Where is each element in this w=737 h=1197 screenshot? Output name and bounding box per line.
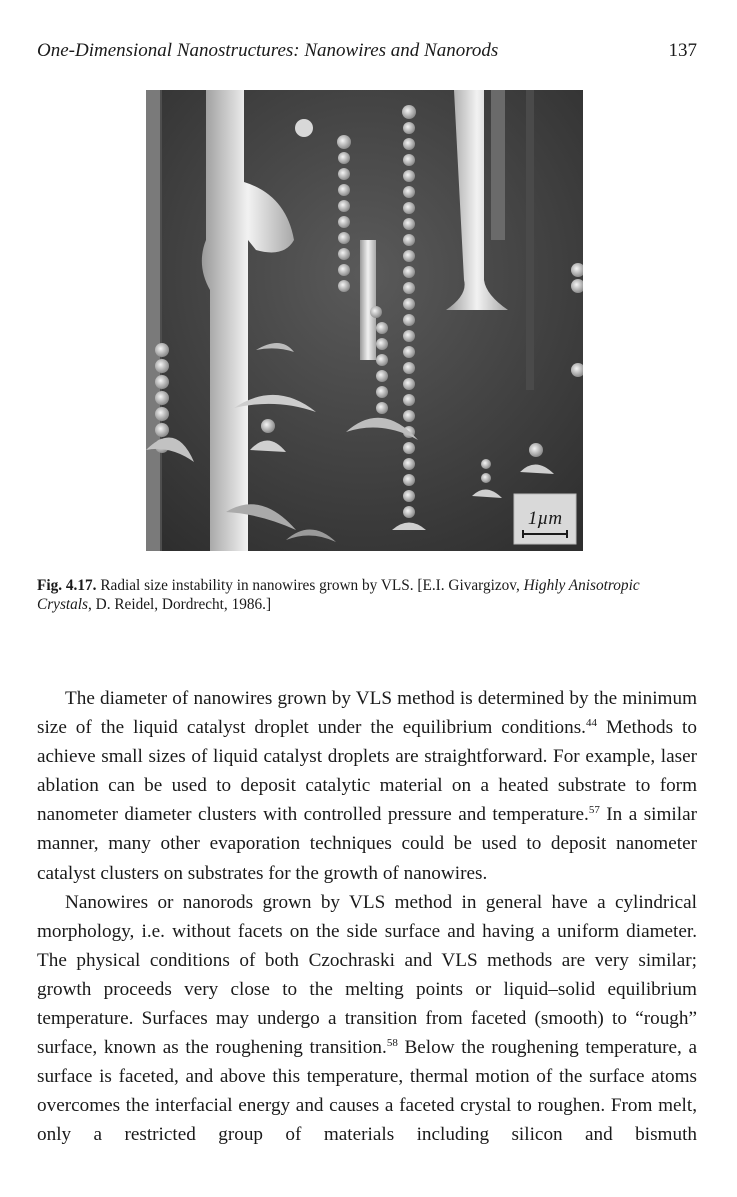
citation-58: 58 [386, 1037, 398, 1050]
citation-44: 44 [585, 717, 597, 730]
citation-57: 57 [588, 804, 600, 817]
page-number: 137 [668, 40, 697, 61]
body-text [37, 684, 697, 1150]
paragraph-1-text-a: The diameter of nanowires grown by VLS method is determined by the minimum size of the liquid catalyst droplet under the equilibrium conditions. [37, 688, 697, 739]
paragraph-2-text-a: Nanowires or nanorods grown by VLS method in general have a cylindrical morphology, i.e. without facets on the side surface and having a uniform diameter. The physical conditions of both Czochraski and VLS methods are very similar; growth proceeds very close to the melting points or liquid–solid equilibrium temperature. Surfaces may undergo a transition from faceted (smooth) to “rough” surface, known as the roughening transition. [37, 891, 697, 1059]
figure-label: Fig. 4.17. [37, 577, 97, 594]
paragraph-1-text-b: Methods to achieve small sizes of liquid catalyst droplets are straightforward. For example, laser ablation can be used to deposit catalytic material on a heated substrate to form nanometer diameter clusters with controlled pressure and temperature. [37, 717, 697, 826]
running-head [37, 40, 697, 64]
nanowire-micrograph-illustration [146, 90, 583, 551]
paragraph-2 [37, 888, 697, 1150]
figure-sem-micrograph [146, 90, 583, 551]
caption-text: Radial size instability in nanowires grown by VLS. [E.I. Givargizov, [96, 577, 524, 594]
caption-publisher: , D. Reidel, Dordrecht, 1986.] [88, 596, 272, 613]
paragraph-1 [37, 684, 697, 888]
paragraph-1-text-c: In a similar manner, many other evaporation techniques could be used to deposit nanometer catalyst clusters on substrates for the growth of nanowires. [37, 804, 697, 884]
running-head-title: One-Dimensional Nanostructures: Nanowires and Nanorods [37, 40, 499, 61]
scale-bar-label: 1µm [527, 508, 563, 529]
figure-caption [37, 576, 697, 614]
paragraph-2-text-b: Below the roughening temperature, a surface is faceted, and above this temperature, thermal motion of the surface atoms overcomes the interfacial energy and causes a faceted crystal to roughen. From melt, only a restricted group of materials including silicon and bismuth [37, 1037, 697, 1146]
caption-book-title: Highly Anisotropic Crystals [37, 577, 640, 613]
